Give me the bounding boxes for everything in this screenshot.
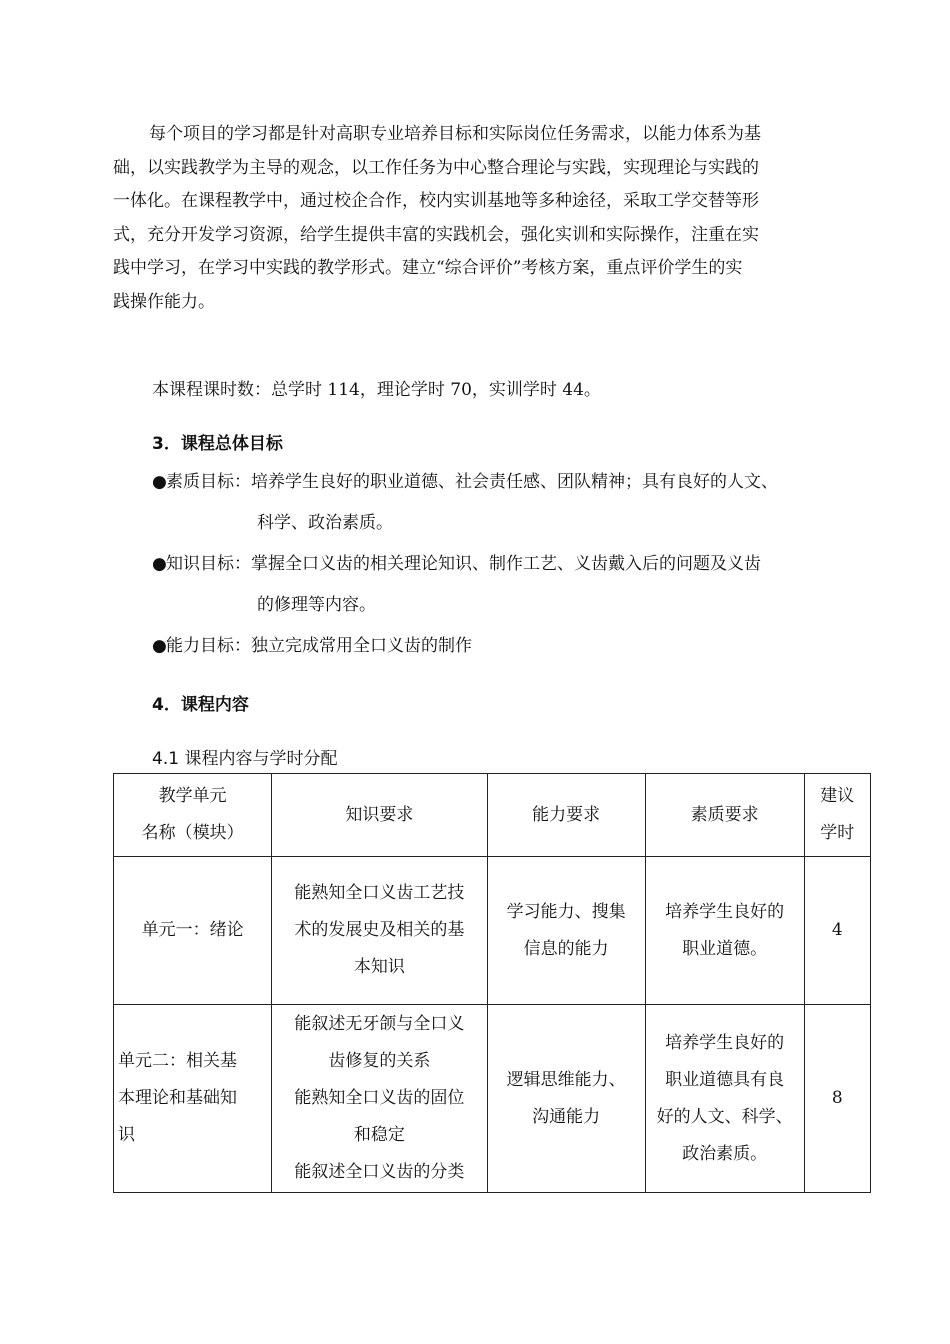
cell-quality: 培养学生良好的 职业道德。 (645, 857, 804, 1005)
cell-hours: 8 (804, 1005, 871, 1193)
goal-quality (152, 462, 778, 533)
cell-ability: 学习能力、搜集 信息的能力 (487, 857, 645, 1005)
table-row (114, 1005, 871, 1193)
header-hours: 建议 学时 (804, 774, 871, 857)
section-4-heading: 4．课程内容 (152, 695, 249, 715)
goal-text: 培养学生良好的职业道德、社会责任感、团队精神；具有良好的人文、 (251, 472, 778, 492)
course-hours: 本课程课时数：总学时 114，理论学时 70，实训学时 44。 (152, 380, 601, 400)
goal-label: 素质目标： (166, 472, 251, 492)
intro-line: 础，以实践教学为主导的观念，以工作任务为中心整合理论与实践，实现理论与实践的 (113, 157, 759, 178)
cell-unit: 单元一：绪论 (114, 857, 272, 1005)
header-quality: 素质要求 (645, 774, 804, 857)
goal-label: 知识目标： (166, 554, 251, 574)
intro-line: 每个项目的学习都是针对高职专业培养目标和实际岗位任务需求，以能力体系为基 (149, 124, 761, 144)
intro-line: 践操作能力。 (113, 291, 215, 312)
intro-line: 式，充分开发学习资源，给学生提供丰富的实践机会，强化实训和实际操作，注重在实 (113, 224, 759, 245)
header-knowledge: 知识要求 (272, 774, 487, 857)
header-ability: 能力要求 (487, 774, 645, 857)
cell-knowledge: 能熟知全口义齿工艺技 术的发展史及相关的基 本知识 (272, 857, 487, 1005)
intro-line: 践中学习，在学习中实践的教学形式。建立“综合评价”考核方案，重点评价学生的实 (113, 258, 743, 278)
section-3-heading: 3．课程总体目标 (152, 434, 283, 454)
intro-paragraph (113, 118, 841, 319)
bullet-icon: ● (152, 472, 167, 492)
cell-quality: 培养学生良好的 职业道德具有良 好的人文、科学、 政治素质。 (645, 1005, 804, 1193)
goal-text-cont: 的修理等内容。 (257, 595, 376, 615)
cell-knowledge: 能叙述无牙颌与全口义 齿修复的关系 能熟知全口义齿的固位 和稳定 能叙述全口义齿的分类 (272, 1005, 487, 1193)
goal-text: 独立完成常用全口义齿的制作 (251, 636, 472, 656)
cell-hours: 4 (804, 857, 871, 1005)
goal-text: 掌握全口义齿的相关理论知识、制作工艺、义齿戴入后的问题及义齿 (251, 554, 761, 574)
header-unit: 教学单元 名称（模块） (114, 774, 272, 857)
goal-text-cont: 科学、政治素质。 (257, 513, 393, 533)
course-content-table (113, 773, 871, 1193)
goal-label: 能力目标： (166, 636, 251, 656)
cell-unit: 单元二：相关基 本理论和基础知 识 (114, 1005, 272, 1193)
intro-line: 一体化。在课程教学中，通过校企合作，校内实训基地等多种途径，采取工学交替等形 (113, 191, 759, 211)
goal-ability (152, 626, 472, 667)
bullet-icon: ● (152, 636, 167, 656)
goal-knowledge (152, 544, 761, 615)
table-header-row (114, 774, 871, 857)
cell-ability: 逻辑思维能力、 沟通能力 (487, 1005, 645, 1193)
section-4-1-heading: 4.1 课程内容与学时分配 (152, 749, 338, 769)
table-row (114, 857, 871, 1005)
bullet-icon: ● (152, 554, 167, 574)
